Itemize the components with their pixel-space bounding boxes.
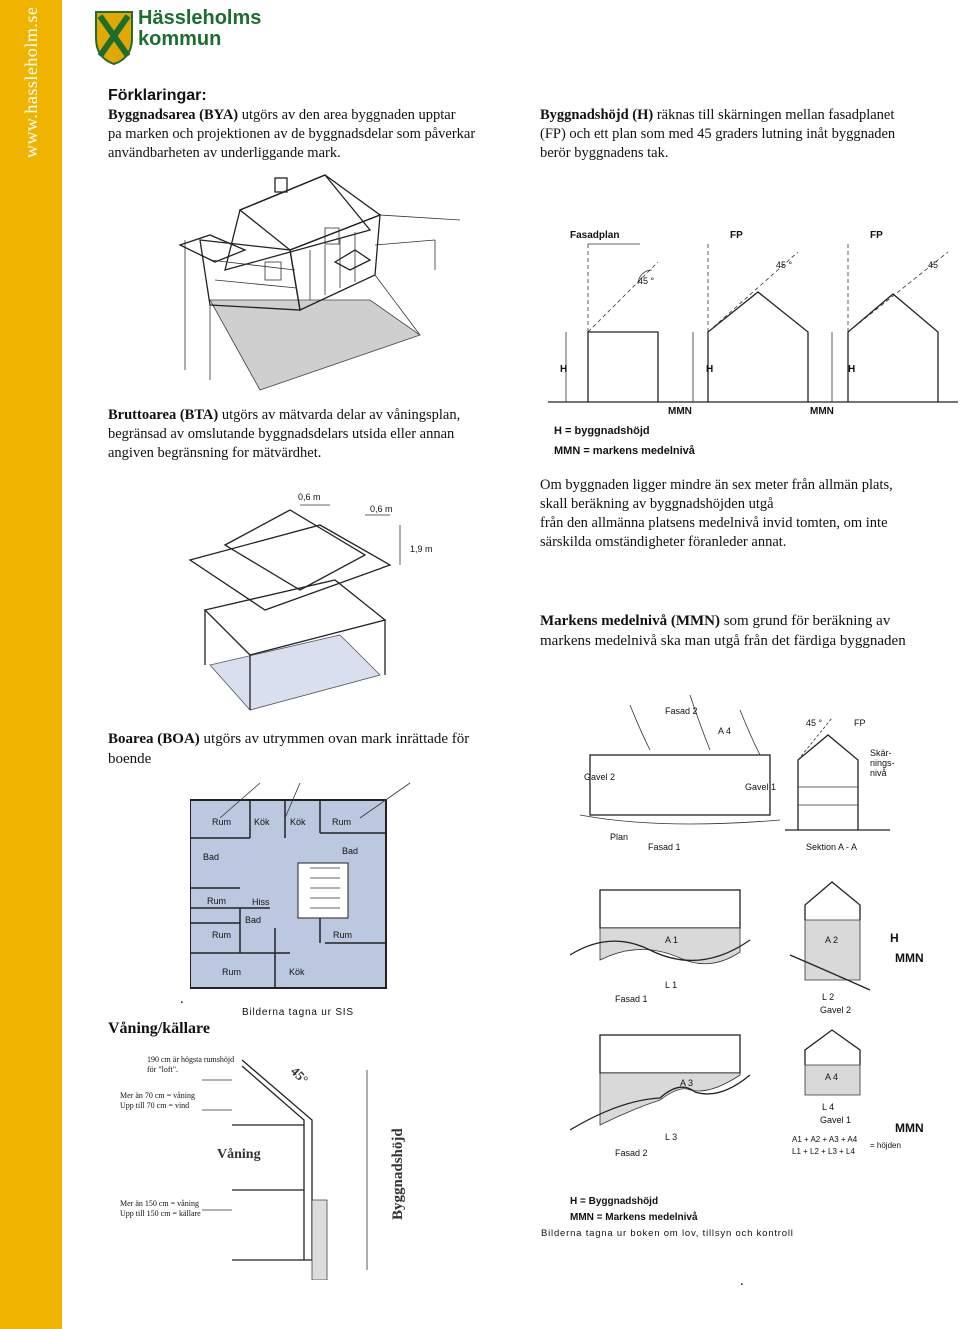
ground-legend-1: H = Byggnadshöjd [570,1196,659,1207]
room-label-7: Rum [207,896,227,906]
l3-label: L 3 [665,1132,678,1142]
hojd-line3: berör byggnadens tak. [540,145,669,161]
vaning-note-2b: Upp till 70 cm = vind [120,1101,190,1110]
bta-floors-illustration [170,470,460,715]
attic-dim-3: 1,9 m [410,544,433,554]
sektion-label: Sektion A - A [806,842,858,852]
logo-line2: kommun [138,28,222,50]
mmn-label-ground-1: MMN [895,951,924,965]
formula-2: L1 + L2 + L3 + L4 [792,1147,855,1156]
mmn-line1: som grund för beräkning av [723,613,891,629]
room-label-2: Kök [254,817,270,827]
room-label-11: Rum [333,930,353,940]
vaning-dot: . [180,991,184,1007]
room-label-1: Rum [212,817,232,827]
hojd-term: Byggnadshöjd (H) [540,107,654,123]
om-line2: skall beräkning av byggnadshöjden utgå [540,496,774,512]
mmn-label-1: MMN [668,406,692,417]
attic-dim-2: 0,6 m [370,504,393,514]
bta-line3: angiven begränsning for mätvärdhet. [108,445,322,461]
vaning-note-1b: för "loft". [147,1065,178,1074]
vaning-vertical-label: Byggnadshöjd [390,1128,406,1220]
vaning-note-3b: Upp till 150 cm = källare [120,1209,201,1218]
fasad-label-1-top: Fasad 1 [648,842,681,852]
room-label-5: Bad [203,852,220,862]
room-label-9: Bad [245,915,262,925]
om-line4: särskilda omständigheter föranleder annat. [540,534,787,550]
ang-label: 45 ° [806,718,823,728]
angle-label-2: 45 ° [776,260,793,270]
angle-label-1: 45 ° [638,276,655,286]
mmn-label-2: MMN [810,406,834,417]
ground-caption: Bilderna tagna ur boken om lov, tillsyn och kontroll [541,1228,794,1239]
plan-label: Plan [610,832,629,842]
sidebar-url[interactable]: www.hassleholm.se [21,6,41,158]
coat-of-arms-icon [94,8,134,66]
a4-top-label: A 4 [718,726,732,736]
gavel-label-1-top: Gavel 1 [745,782,777,792]
room-label-6: Bad [342,846,359,856]
boa-term: Boarea (BOA) [108,731,200,747]
hojd-legend-2: MMN = markens medelnivå [554,445,695,457]
fasadplan-label: Fasadplan [570,230,620,241]
skarn-label-1: Skär- [870,748,892,758]
room-label-3: Kök [290,817,306,827]
skarn-label-2: nings- [870,758,895,768]
fasad1-label: Fasad 1 [615,994,648,1004]
om-paragraph [540,476,950,552]
formula-1: A1 + A2 + A3 + A4 [792,1135,858,1144]
gavel1-label: Gavel 1 [820,1115,852,1125]
building-height-diagram [548,222,958,457]
l1-label: L 1 [665,980,678,990]
house-bya-illustration [170,170,470,395]
a3-label: A 3 [680,1078,694,1088]
bta-term: Bruttoarea (BTA) [108,407,219,423]
boa-paragraph [108,729,528,769]
logo-line1: Hässleholms [138,7,262,29]
vaning-note-3a: Mer än 150 cm = våning [120,1199,199,1208]
vaning-heading: Våning/källare [108,1020,210,1037]
boa-line2: boende [108,751,152,767]
logo [94,6,264,68]
mmn-label-ground-2: MMN [895,1121,924,1135]
a1-label: A 1 [665,935,679,945]
vaning-caption: Bilderna tagna ur SIS [242,1007,354,1018]
om-line3: från den allmänna platsens medelnivå invid tomten, om inte [540,515,888,531]
fasad-label-top: Fasad 2 [665,706,698,716]
angle-label-3: 45 [928,260,939,270]
h-label-3: H [848,364,856,375]
h-label-2: H [706,364,714,375]
sidebar-url-wrap [0,0,62,170]
bya-term: Byggnadsarea (BYA) [108,107,239,123]
formula-3: = höjden [870,1141,901,1150]
fp-label-sektion: FP [854,718,866,728]
gavel2-label: Gavel 2 [820,1005,852,1015]
mmn-line2: markens medelnivå ska man utgå från det färdiga byggnaden [540,633,906,649]
om-line1: Om byggnaden ligger mindre än sex meter från allmän plats, [540,477,893,493]
vaning-kallare-diagram [112,1050,412,1280]
hojd-line2: (FP) och ett plan som med 45 graders lutning inåt byggnaden [540,126,896,142]
fasad2-label: Fasad 2 [615,1148,648,1158]
bya-line1: utgörs av den area byggnaden upptar [241,107,456,123]
room-label-4: Rum [332,817,352,827]
sidebar-strip [0,0,62,1329]
h-label-1: H [560,364,568,375]
h-label-ground: H [890,931,899,945]
fp-label-1: FP [730,230,743,241]
ground-legend-2: MMN = Markens medelnivå [570,1212,698,1223]
bta-paragraph [108,406,528,463]
bta-line1: utgörs av mätvarda delar av våningsplan, [221,407,461,423]
hojd-legend-1: H = byggnadshöjd [554,425,650,437]
bya-paragraph [108,106,528,163]
ground-dot: . [740,1273,744,1289]
a4-label: A 4 [825,1072,839,1082]
vaning-angle: 45° [287,1063,312,1087]
page-heading: Förklaringar: [108,87,207,104]
gavel-label-2-top: Gavel 2 [584,772,616,782]
boa-line1: utgörs av utrymmen ovan mark inrättade för [203,731,470,747]
mmn-paragraph [540,611,950,651]
hojd-line1: räknas till skärningen mellan fasadplanet [656,107,895,123]
room-label-13: Kök [289,967,305,977]
fp-label-2: FP [870,230,883,241]
bya-line2: pa marken och projektionen av de byggnadsdelar som påverkar [108,126,476,142]
room-label-10: Rum [212,930,232,940]
l2-label: L 2 [822,992,835,1002]
l4-label: L 4 [822,1102,835,1112]
mmn-sections-diagram [570,690,950,1230]
attic-dim-1: 0,6 m [298,492,321,502]
vaning-note-1a: 190 cm är högsta rumshöjd [147,1055,235,1064]
vaning-note-2a: Mer än 70 cm = våning [120,1091,195,1100]
boa-floor-plan [190,778,420,998]
skarn-label-3: nivå [870,768,887,778]
a2-label: A 2 [825,935,839,945]
bta-line2: begränsad av omslutande byggnadsdelars utsida eller annan [108,426,455,442]
logo-text [138,8,261,50]
room-label-8: Hiss [252,897,270,907]
room-label-12: Rum [222,967,242,977]
hojd-paragraph [540,106,950,163]
mmn-term: Markens medelnivå (MMN) [540,613,720,629]
bya-line3: användbarheten av underliggande mark. [108,145,341,161]
vaning-label: Våning [217,1147,261,1162]
